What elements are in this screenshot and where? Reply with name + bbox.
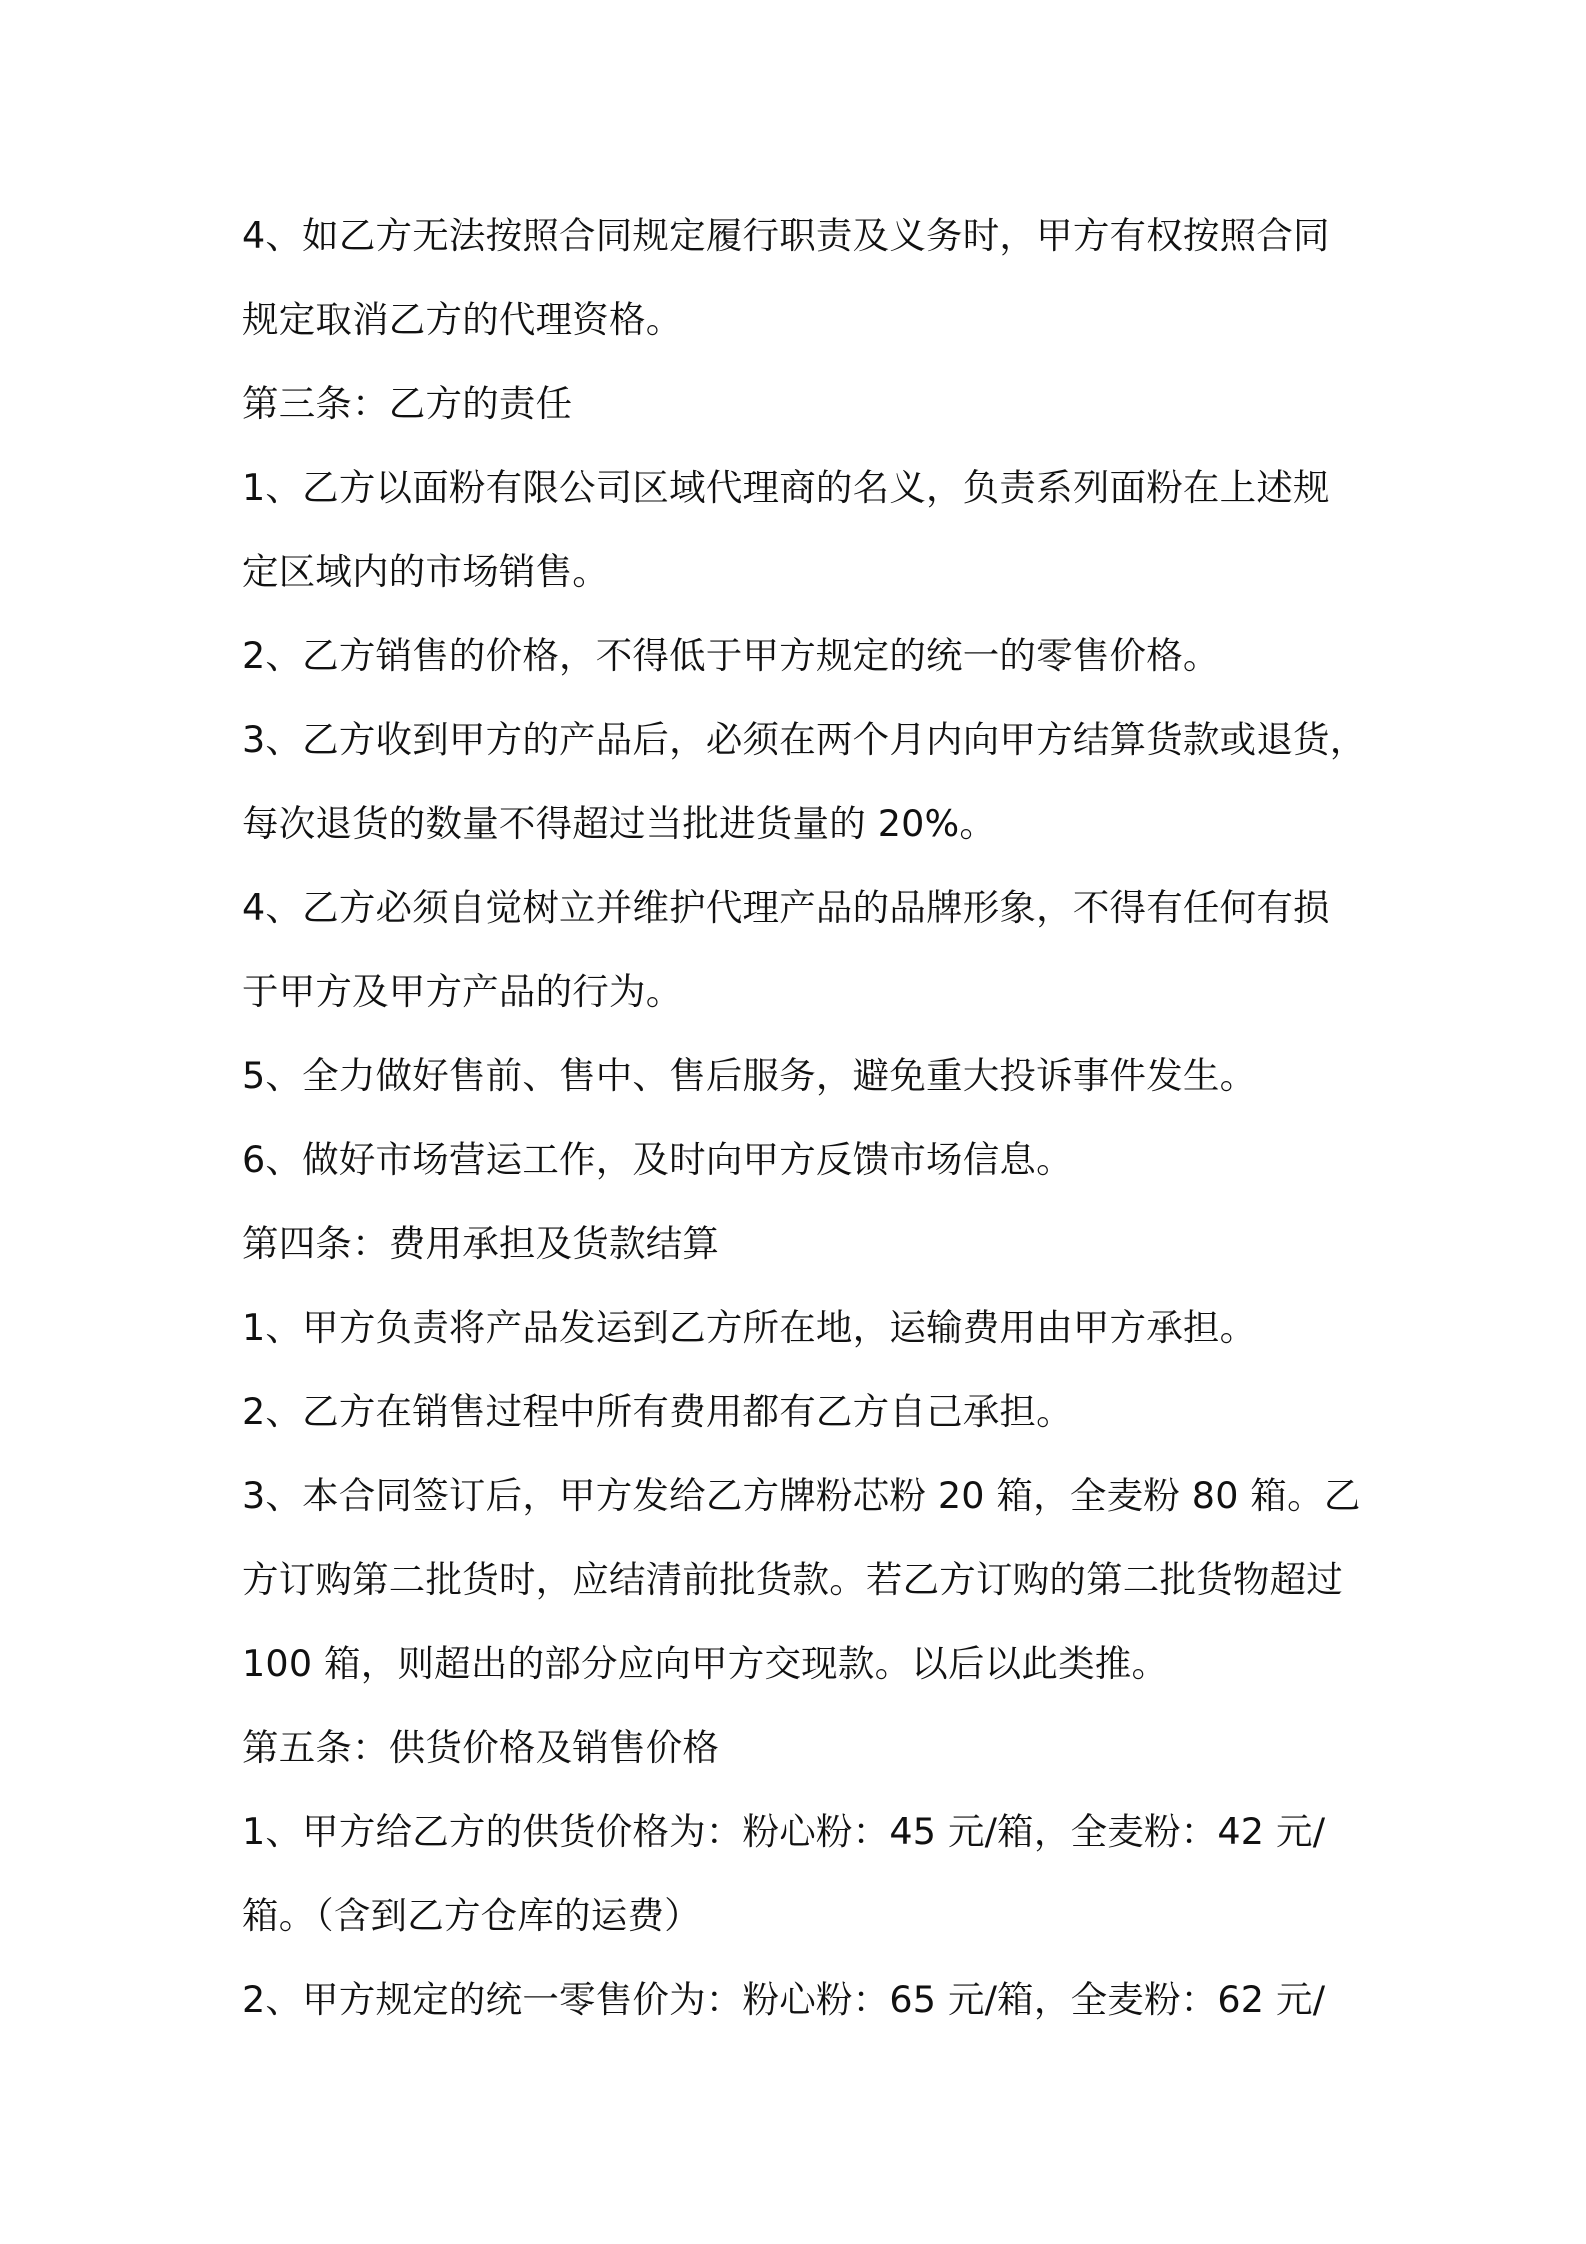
text-line: 4、如乙方无法按照合同规定履行职责及义务时，甲方有权按照合同 [242,214,1330,257]
text-line: 4、乙方必须自觉树立并维护代理产品的品牌形象，不得有任何有损 [242,886,1330,929]
text-line: 1、甲方负责将产品发运到乙方所在地，运输费用由甲方承担。 [242,1306,1257,1349]
text-line: 100 箱，则超出的部分应向甲方交现款。以后以此类推。 [242,1642,1169,1685]
text-line: 2、甲方规定的统一零售价为：粉心粉：65 元/箱，全麦粉：62 元/ [242,1978,1326,2021]
section-heading: 第三条：乙方的责任 [242,382,573,425]
text-line: 规定取消乙方的代理资格。 [242,298,683,341]
text-line: 2、乙方销售的价格，不得低于甲方规定的统一的零售价格。 [242,634,1220,677]
text-line: 1、甲方给乙方的供货价格为：粉心粉：45 元/箱，全麦粉：42 元/ [242,1810,1326,1853]
text-line: 1、乙方以面粉有限公司区域代理商的名义，负责系列面粉在上述规 [242,466,1330,509]
document-body [242,194,1367,2042]
text-line: 5、全力做好售前、售中、售后服务，避免重大投诉事件发生。 [242,1054,1257,1097]
text-line: 3、本合同签订后，甲方发给乙方牌粉芯粉 20 箱，全麦粉 80 箱。乙 [242,1474,1361,1517]
text-line: 3、乙方收到甲方的产品后，必须在两个月内向甲方结算货款或退货， [242,718,1367,761]
text-line: 方订购第二批货时，应结清前批货款。若乙方订购的第二批货物超过 [242,1558,1343,1601]
text-line: 定区域内的市场销售。 [242,550,609,593]
text-line: 2、乙方在销售过程中所有费用都有乙方自己承担。 [242,1390,1073,1433]
text-line: 6、做好市场营运工作，及时向甲方反馈市场信息。 [242,1138,1073,1181]
text-line: 每次退货的数量不得超过当批进货量的 20%。 [242,802,997,845]
text-line: 于甲方及甲方产品的行为。 [242,970,683,1013]
section-heading: 第五条：供货价格及销售价格 [242,1726,720,1769]
section-heading: 第四条：费用承担及货款结算 [242,1222,720,1265]
text-line: 箱。（含到乙方仓库的运费） [242,1894,701,1937]
